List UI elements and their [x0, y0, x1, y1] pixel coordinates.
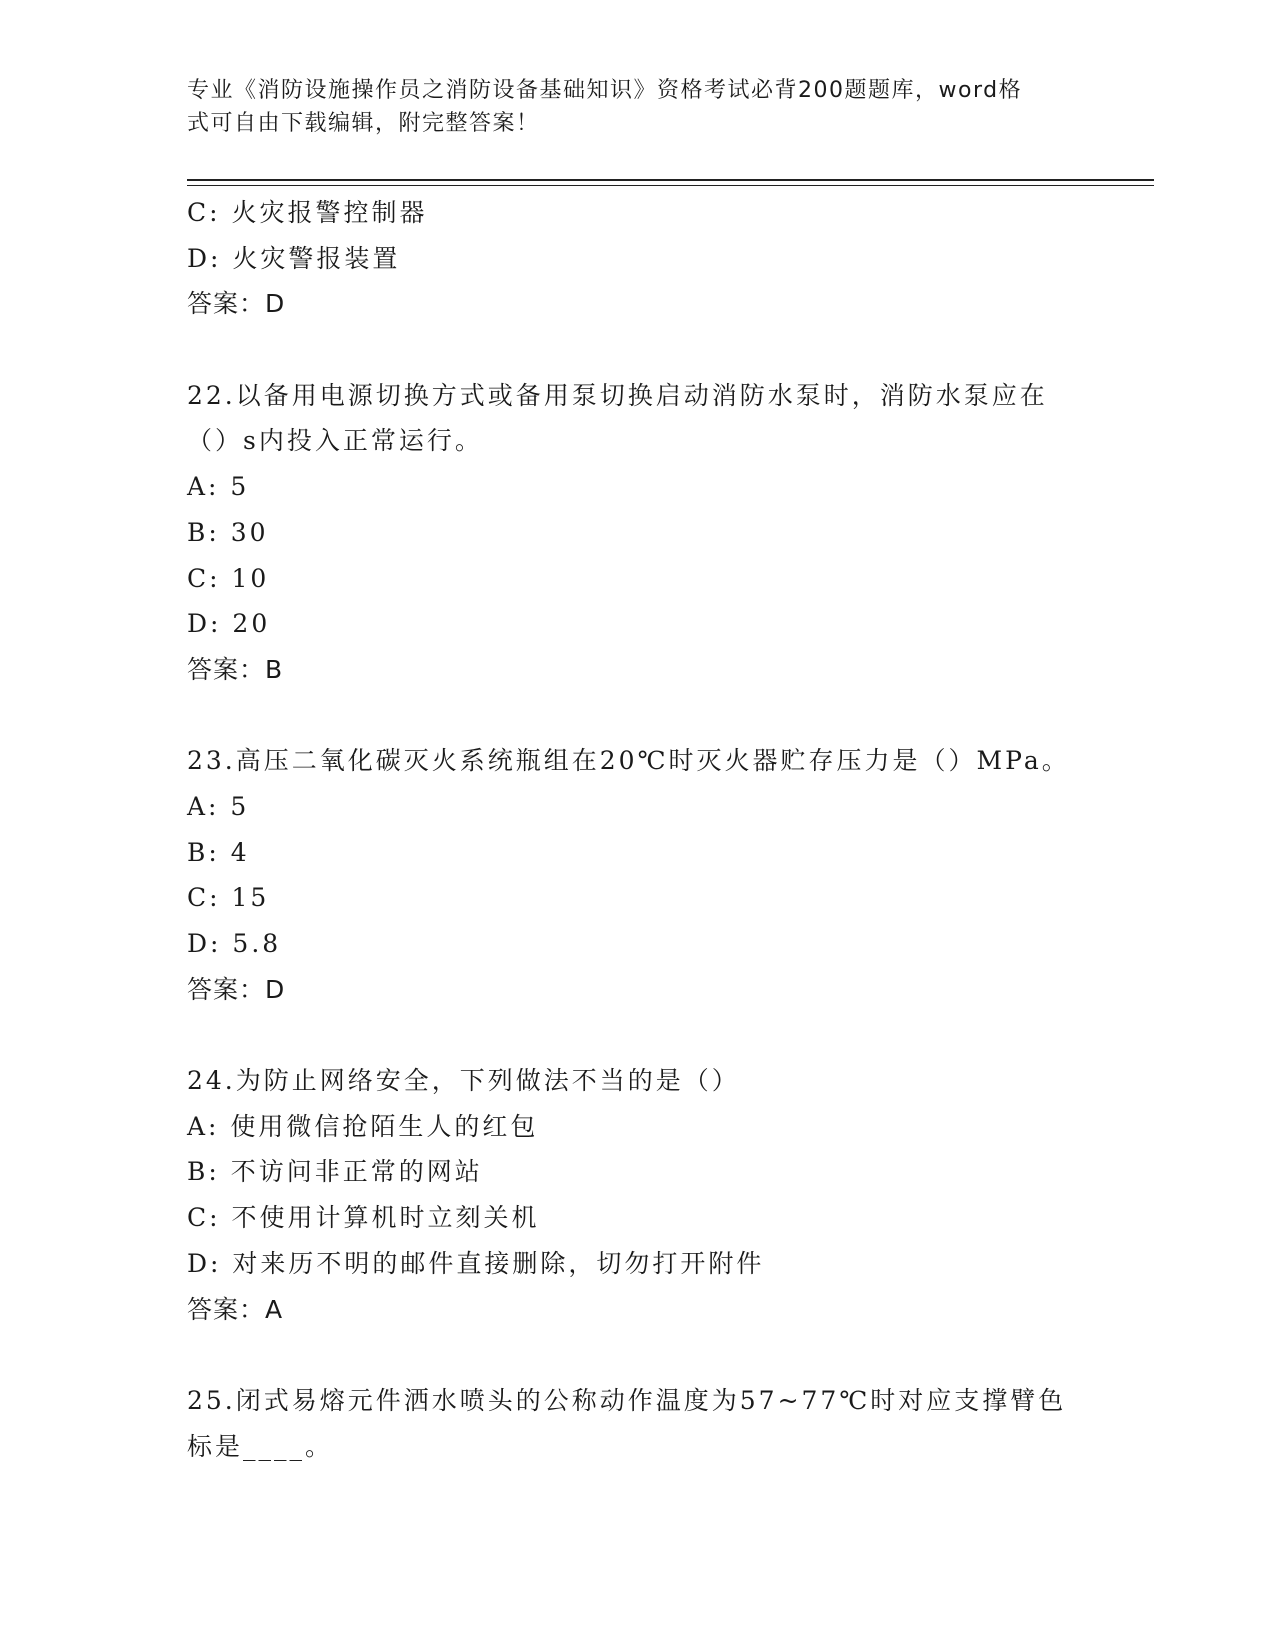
question-22 — [187, 373, 1087, 693]
option-a: A: 使用微信抢陌生人的红包 — [187, 1111, 539, 1141]
spacer — [187, 693, 1087, 739]
spacer — [187, 1012, 1087, 1058]
option-c: C: 火灾报警控制器 — [187, 198, 428, 227]
header-line-2: 式可自由下载编辑，附完整答案！ — [187, 111, 540, 136]
option-a: A: 5 — [187, 472, 250, 502]
option-d: D: 火灾警报装置 — [187, 243, 401, 273]
document-header — [187, 74, 1067, 140]
option-d: D: 20 — [187, 609, 271, 639]
option-c: C: 15 — [187, 883, 270, 913]
spacer — [187, 1332, 1087, 1378]
question-stem: 23.高压二氧化碳灭火系统瓶组在20℃时灭火器贮存压力是（）MPa。 — [187, 746, 1070, 776]
option-c: C: 10 — [187, 563, 270, 593]
question-list — [187, 190, 1087, 1469]
question-21-tail — [187, 190, 1087, 327]
spacer — [187, 327, 1087, 373]
answer-text: 答案：D — [187, 974, 286, 1004]
answer-text: 答案：B — [187, 654, 284, 684]
question-stem-cont: （）s内投入正常运行。 — [187, 426, 483, 456]
option-b: B: 不访问非正常的网站 — [187, 1157, 483, 1187]
question-23 — [187, 738, 1087, 1012]
option-d: D: 对来历不明的邮件直接删除，切勿打开附件 — [187, 1248, 765, 1278]
option-d: D: 5.8 — [187, 929, 282, 958]
header-divider-thick — [187, 179, 1154, 181]
question-24 — [187, 1058, 1087, 1332]
question-25 — [187, 1378, 1087, 1469]
question-stem: 25.闭式易熔元件洒水喷头的公称动作温度为57~77℃时对应支撑臂色 — [187, 1385, 1067, 1415]
option-c: C: 不使用计算机时立刻关机 — [187, 1203, 540, 1233]
option-b: B: 4 — [187, 837, 250, 867]
option-a: A: 5 — [187, 791, 250, 821]
option-b: B: 30 — [187, 517, 269, 547]
header-divider-thin — [187, 185, 1154, 186]
question-stem: 24.为防止网络安全，下列做法不当的是（） — [187, 1066, 740, 1096]
header-line-1: 专业《消防设施操作员之消防设备基础知识》资格考试必背200题题库，word格 — [187, 78, 1023, 103]
question-stem: 22.以备用电源切换方式或备用泵切换启动消防水泵时，消防水泵应在 — [187, 380, 1048, 410]
question-stem-cont: 标是____。 — [187, 1431, 334, 1461]
answer-text: 答案：D — [187, 289, 286, 319]
answer-text: 答案：A — [187, 1294, 284, 1324]
